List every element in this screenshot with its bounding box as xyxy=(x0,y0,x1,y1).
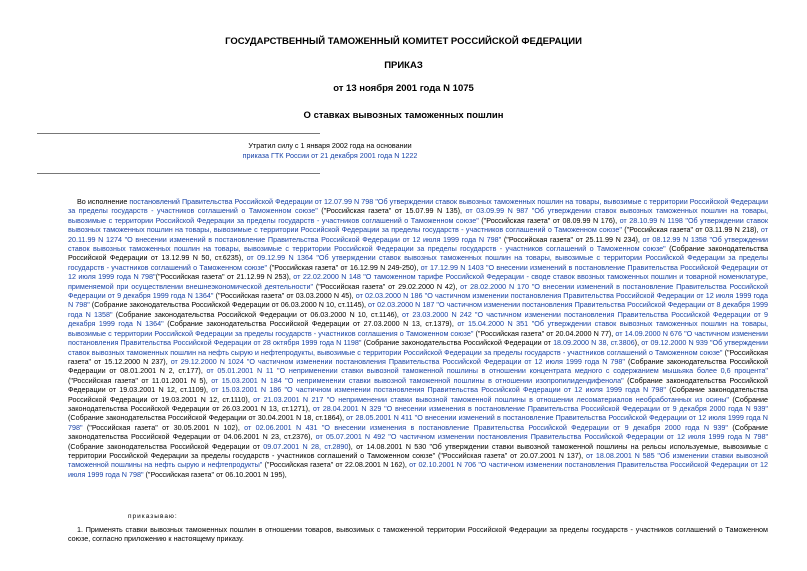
organization-heading: ГОСУДАРСТВЕННЫЙ ТАМОЖЕННЫЙ КОМИТЕТ РОССИЙСКОЙ ФЕДЕРАЦИИ xyxy=(225,36,582,47)
resolution-link[interactable]: от 02.06.2001 N 431 "О внесении изменения в постановление Правительства Российской Федерации от 9 декабря 2000 года N 939" xyxy=(244,422,728,432)
document-type: ПРИКАЗ xyxy=(384,60,423,71)
resolution-link[interactable]: от 20.11.99 N 1274 "О внесении изменений в постановление Правительства Российской Федерации от 12 июля 1999 года N 798" xyxy=(68,225,768,244)
resolution-link[interactable]: от 15.03.2001 N 186 "О частичном изменении постановления Правительства Российской Федерации от 12 июля 1999 года N 798" xyxy=(211,385,666,395)
clause-1 xyxy=(68,525,768,544)
resolution-link[interactable]: от 22.02.2000 N 148 "О таможенном тарифе Российской Федерации - своде ставок ввозных таможенных пошлин и товарной номенклатуре, применяемой при осуществлении внешнеэкономической деятельности" xyxy=(68,272,769,291)
resolution-link[interactable]: от 02.03.2000 N 187 "О частичном изменении постановления Правительства Российской Федерации от 8 декабря 1999 года N 1358" xyxy=(68,300,768,319)
resolution-link[interactable]: от 28.02.2000 N 170 "О внесении изменений в постановление Правительства Российской Федерации от 9 декабря 1999 года N 1364" xyxy=(68,281,769,301)
resolution-link[interactable]: от 08.12.99 N 1358 "Об утверждении ставок вывозных таможенных пошлин на товары, вывозимые с территории Российской Федерации за пределы государств - участников соглашений о Таможенном союзе" xyxy=(68,234,769,254)
resolution-link[interactable]: от 21.03.2001 N 217 "О неприменении ставки вывозной таможенной пошлины в отношении лесоматериалов необработанных из осины" xyxy=(253,394,729,404)
resolution-link[interactable]: от 23.03.2000 N 242 "О частичном изменении постановления Правительства Российской Федерации от 9 декабря 1999 года N 1364" xyxy=(68,309,769,329)
resolution-link[interactable]: от 09.12.2000 N 939 "Об утверждении ставок вывозных таможенных пошлин на нефть сырую и нефтепродукты, вывозимые с территории Российской Федерации за пределы государств - участников соглашений о Таможенном союзе" xyxy=(68,338,768,357)
divider-top xyxy=(37,133,320,134)
order-word: приказываю: xyxy=(128,513,178,520)
document-date: от 13 ноября 2001 года N 1075 xyxy=(333,83,474,94)
repeal-note xyxy=(165,141,495,160)
resolution-link[interactable]: от 18.08.2001 N 585 "Об изменении ставки вывозной таможенной пошлины на нефть сырую и нефтепродукты" xyxy=(68,450,768,470)
resolution-link[interactable]: от 17.12.99 N 1403 "О внесении изменений в постановление Правительства Российской Федерации от 12 июля 1999 года N 798" xyxy=(68,262,768,282)
resolution-link[interactable]: от 29.12.2000 N 1024 "О частичном изменении постановления Правительства Российской Федерации от 12 июля 1999 года N 798" xyxy=(170,356,625,366)
repeal-order-link[interactable]: приказа ГТК России от 21 декабря 2001 года N 1222 xyxy=(242,150,418,160)
resolution-link[interactable]: от 15.04.2000 N 351 "Об утверждении ставок вывозных таможенных пошлин на товары, вывозимые с территории Российской Федерации за пределы государств - участников соглашения о Таможенном союзе" xyxy=(68,319,768,338)
preamble-text: Во исполнение постановлений Правительства Российской Федерации от 12.07.99 N 798 "Об утверждении ставок вывозных таможенных пошлин на товары, вывозимые с территории Российской Федерации за пределы государств - участников соглашений о Таможенном союзе" ("Российская газета" от 15.07.99 N 135), от 03.09.99 N 987 "Об утверждении ставок вывозных таможенных пошлин на товары, вывозимые с территории Российской Федерации за пределы государств - участников соглашений о Таможенном союзе" ("Российская газета" от 08.09.99 N 176), от 28.10.99 N 1198 "Об утверждении ставок вывозных таможенных пошлин на товары, вывозимые с территории Российской Федерации за пределы государств - участников соглашений о Таможенном союзе" ("Российская газета" от 03.11.99 N 218), от 20.11.99 N 1274 "О внесении изменений в постановление Правительства Российской Федерации от 12 июля 1999 года N 798" ("Российская газета" от 25.11.99 N 234), от 08.12.99 N 1358 "Об утверждении ставок вывозных таможенных пошлин на товары, вывозимые с территории Российской Федерации за пределы государств - участников соглашений о Таможенном союзе" (Собрание законодательства Российской Федерации от 13.12.99 N 50, ст.6235), от 09.12.99 N 1364 "Об утверждении ставок вывозных таможенных пошлин на товары, вывозимые с территории Российской Федерации за пределы государств - участников соглашений о Таможенном союзе" ("Российская газета" от 16.12.99 N 249-250), от 17.12.99 N 1403 "О внесении изменений в постановление Правительства Российской Федерации от 12 июля 1999 года N 798"("Российская газета" от 21.12.99 N 253), от 22.02.2000 N 148 "О таможенном тарифе Российской Федерации - своде ставок ввозных таможенных пошлин и товарной номенклатуре, применяемой при осуществлении внешнеэкономической деятельности" ("Российская газета" от 29.02.2000 N 42), от 28.02.2000 N 170 "О внесении изменений в постановление Правительства Российской Федерации от 9 декабря 1999 года N 1364" ("Российская газета" от 03.03.2000 N 45), от 02.03.2000 N 186 "О частичном изменении постановления Правительства Российской Федерации от 12 июля 1999 года N 798" (Собрание законодательства Российской Федерации от 06.03.2000 N 10, ст.1145), от 02.03.2000 N 187 "О частичном изменении постановления Правительства Российской Федерации от 8 декабря 1999 года N 1358" (Собрание законодательства Российской Федерации от 06.03.2000 N 10, ст.1146), от 23.03.2000 N 242 "О частичном изменении постановления Правительства Российской Федерации от 9 декабря 1999 года N 1364" (Собрание законодательства Российской Федерации от 27.03.2000 N 13, ст.1379), от 15.04.2000 N 351 "Об утверждении ставок вывозных таможенных пошлин на товары, вывозимые с территории Российской Федерации за пределы государств - участников соглашения о Таможенном союзе" ("Российская газета" от 20.04.2000 N 77), от 14.09.2000 N 676 "О частичном изменении постановления Правительства Российской Федерации от 28 октября 1999 года N 1198" (Собрание законодательства Российской Федерации от 18.09.2000 N 38, ст.3806), от 09.12.2000 N 939 "Об утверждении ставок вывозных таможенных пошлин на нефть сырую и нефтепродукты, вывозимые с территории Российской Федерации за пределы государств - участников соглашений о Таможенном союзе" ("Российская газета" от 15.12.2000 N 237), от 29.12.2000 N 1024 "О частичном изменении постановления Правительства Российской Федерации от 12 июля 1999 года N 798" (Собрание законодательства Российской Федерации от 08.01.2001 N 2, ст.177), от 05.01.2001 N 11 "О неприменении ставки вывозной таможенной пошлины в отношении концентрата медного с содержанием мышьяка более 0,6 процента" ("Российская газета" от 11.01.2001 N 5), от 15.03.2001 N 184 "О неприменении ставки вывозной таможенной пошлины в отношении изопропилидендифенола" (Собрание законодательства Российской Федерации от 19.03.2001 N 12, ст.1109), от 15.03.2001 N 186 "О частичном изменении постановления Правительства Российской Федерации от 12 июля 1999 года N 798" (Собрание законодательства Российской Федерации от 19.03.2001 N 12, ст.1110), от 21.03.2001 N 217 "О неприменении ставки вывозной таможенной пошлины в отношении лесоматериалов необработанных из осины" (Собрание законодательства Российской Федерации от 26.03.2001 N 13, ст.1271), от 28.04.2001 N 329 "О внесении изменения в постановление Правительства Российской Федерации от 9 декабря 2000 года N 939" (Собрание законодательства Российской Федерации от 30.04.2001 N 18, ст.1864), от 28.05.2001 N 411 "О внесении изменений в постановление Правительства Российской Федерации от 12 июля 1999 года N 798" ("Российская газета" от 30.05.2001 N 102), от 02.06.2001 N 431 "О внесении изменения в постановление Правительства Российской Федерации от 9 декабря 2000 года N 939" (Собрание законодательства Российской Федерации от 04.06.2001 N 23, ст.2376), от 05.07.2001 N 492 "О частичном изменении постановления Правительства Российской Федерации от 12 июля 1999 года N 798" (Собрание законодательства Российской Федерации от 09.07.2001 N 28, ст.2890), от 14.08.2001 N 530 "Об утверждении ставки вывозной таможенной пошлины на рельсы используемые, вывозимые с территории Российской Федерации за пределы государств - участников соглашений о Таможенном союзе" ("Российская газета" от 20.07.2001 N 137), от 18.08.2001 N 585 "Об изменении ставки вывозной таможенной пошлины на нефть сырую и нефтепродукты" ("Российская газета" от 22.08.2001 N 162), от 02.10.2001 N 706 "О частичном изменении постановления Правительства Российской Федерации от 12 июля 1999 года N 798" ("Российская газета" от 06.10.2001 N 195), xyxy=(68,197,769,479)
resolution-link[interactable]: от 02.10.2001 N 706 "О частичном изменении постановления Правительства Российской Федерации от 12 июля 1999 года N 798" xyxy=(68,460,768,479)
repeal-note-text: Утратил силу с 1 января 2002 года на основании xyxy=(248,141,412,150)
divider-bottom xyxy=(37,173,320,174)
document-title: О ставках вывозных таможенных пошлин xyxy=(303,110,504,121)
preamble-paragraph xyxy=(68,197,768,479)
resolution-link[interactable]: от 05.01.2001 N 11 "О неприменении ставки вывозной таможенной пошлины в отношении концентрата медного с содержанием мышьяка более 0,6 процента" xyxy=(206,366,768,376)
resolution-link[interactable]: от 02.03.2000 N 186 "О частичном изменении постановления Правительства Российской Федерации от 12 июля 1999 года N 798" xyxy=(68,291,768,310)
resolution-link[interactable]: 09.07.2001 N 28, ст.2890 xyxy=(263,441,349,451)
resolution-link[interactable]: постановлений Правительства Российской Федерации от 12.07.99 N 798 "Об утверждении ставок вывозных таможенных пошлин на товары, вывозимые с территории Российской Федерации за пределы государств - участников соглашений о Таможенном союзе" xyxy=(68,197,768,216)
clause-1-text: 1. Применять ставки вывозных таможенных пошлин в отношении товаров, вывозимых с таможенной территории Российской Федерации за пределы государств - участников соглашений о Таможенном союзе, согласно приложению к настоящему приказу. xyxy=(68,525,768,544)
resolution-link[interactable]: от 03.09.99 N 987 "Об утверждении ставок вывозных таможенных пошлин на товары, вывозимые с территории Российской Федерации за пределы государств - участников соглашений о Таможенном союзе" xyxy=(68,206,768,225)
resolution-link[interactable]: от 14.09.2000 N 676 "О частичном изменении постановления Правительства Российской Федерации от 28 октября 1999 года N 1198" xyxy=(68,328,768,348)
resolution-link[interactable]: от 28.04.2001 N 329 "О внесении изменения в постановление Правительства Российской Федерации от 9 декабря 2000 года N 939" xyxy=(312,403,768,413)
resolution-link[interactable]: от 28.10.99 N 1198 "Об утверждении ставок вывозных таможенных пошлин на товары, вывозимые с территории Российской Федерации за пределы государств - участников соглашений о Таможенном союзе" xyxy=(68,215,768,235)
resolution-link[interactable]: от 15.03.2001 N 184 "О неприменении ставки вывозной таможенной пошлины в отношении изопропилидендифенола" xyxy=(211,375,624,385)
resolution-link[interactable]: от 28.05.2001 N 411 "О внесении изменений в постановление Правительства Российской Федерации от 12 июля 1999 года N 798" xyxy=(68,413,768,432)
resolution-link[interactable]: от 09.12.99 N 1364 "Об утверждении ставок вывозных таможенных пошлин на товары, вывозимые с территории Российской Федерации за пределы государств - участников соглашений о Таможенном союзе" xyxy=(68,253,768,272)
resolution-link[interactable]: 18.09.2000 N 38, ст.3806 xyxy=(553,338,635,348)
resolution-link[interactable]: от 05.07.2001 N 492 "О частичном изменении постановления Правительства Российской Федерации от 12 июля 1999 года N 798" xyxy=(315,432,768,442)
